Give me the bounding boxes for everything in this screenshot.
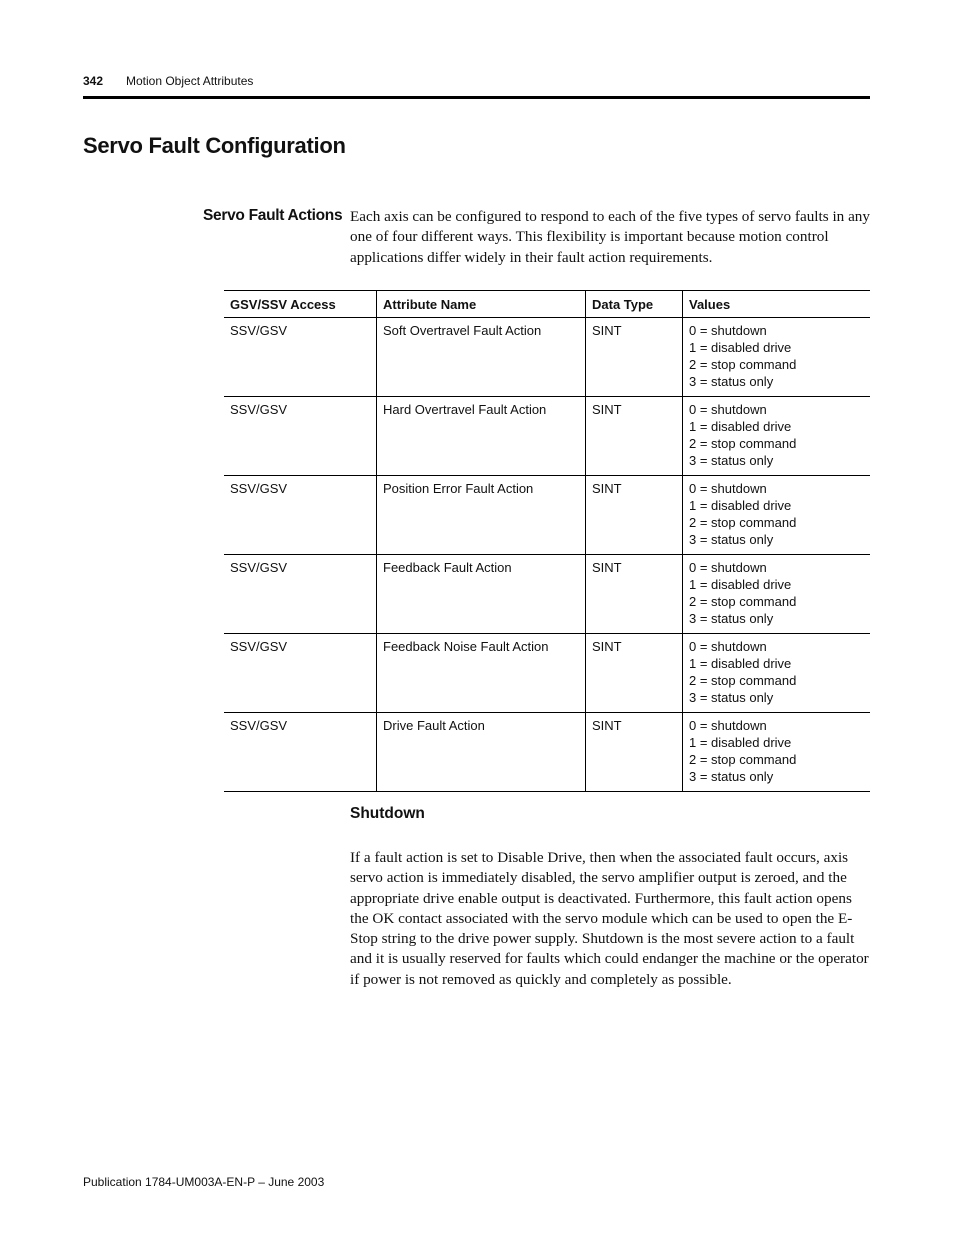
attribute-name-cell: Position Error Fault Action bbox=[377, 476, 586, 555]
attribute-name-cell: Feedback Noise Fault Action bbox=[377, 634, 586, 713]
table-row bbox=[224, 634, 870, 713]
data-type-cell: SINT bbox=[586, 555, 683, 634]
column-header: Values bbox=[683, 291, 871, 318]
section-heading: Servo Fault Actions bbox=[203, 207, 343, 224]
value-line: 1 = disabled drive bbox=[689, 498, 792, 513]
value-line: 2 = stop command bbox=[689, 673, 797, 688]
value-line: 3 = status only bbox=[689, 611, 774, 626]
table-header-row bbox=[224, 291, 870, 318]
attribute-table bbox=[224, 290, 870, 792]
data-type-cell: SINT bbox=[586, 318, 683, 397]
value-line: 2 = stop command bbox=[689, 515, 797, 530]
value-line: 0 = shutdown bbox=[689, 718, 767, 733]
value-line: 0 = shutdown bbox=[689, 481, 767, 496]
value-line: 0 = shutdown bbox=[689, 323, 767, 338]
data-type-cell: SINT bbox=[586, 634, 683, 713]
access-cell: SSV/GSV bbox=[224, 397, 377, 476]
running-header: Motion Object Attributes bbox=[126, 74, 254, 88]
values-cell bbox=[683, 634, 871, 713]
values-cell bbox=[683, 318, 871, 397]
values-cell bbox=[683, 397, 871, 476]
value-line: 3 = status only bbox=[689, 374, 774, 389]
table-row bbox=[224, 555, 870, 634]
access-cell: SSV/GSV bbox=[224, 555, 377, 634]
column-header: Data Type bbox=[586, 291, 683, 318]
value-line: 3 = status only bbox=[689, 453, 774, 468]
intro-paragraph: Each axis can be configured to respond to each of the five types of servo faults in any one of four different ways. This flexibility is important because motion control applications differ widely in their fault action requirements. bbox=[350, 208, 870, 266]
value-line: 1 = disabled drive bbox=[689, 735, 792, 750]
page-number: 342 bbox=[83, 74, 104, 88]
data-type-cell: SINT bbox=[586, 713, 683, 792]
access-cell: SSV/GSV bbox=[224, 476, 377, 555]
value-line: 0 = shutdown bbox=[689, 402, 767, 417]
table-row bbox=[224, 713, 870, 792]
values-cell bbox=[683, 555, 871, 634]
page-title: Servo Fault Configuration bbox=[83, 133, 346, 158]
value-line: 3 = status only bbox=[689, 769, 774, 784]
publication-footer: Publication 1784-UM003A-EN-P – June 2003 bbox=[83, 1175, 325, 1189]
column-header: Attribute Name bbox=[377, 291, 586, 318]
data-type-cell: SINT bbox=[586, 476, 683, 555]
access-cell: SSV/GSV bbox=[224, 713, 377, 792]
value-line: 2 = stop command bbox=[689, 357, 797, 372]
shutdown-paragraph: If a fault action is set to Disable Drive, then when the associated fault occurs, axis servo action is immediately disabled, the servo amplifier output is zeroed, and the appropriate drive enable output is deactivated. Furthermore, this fault action opens the OK contact associated with the servo module which can be used to open the E-Stop string to the drive power supply. Shutdown is the most severe action to a fault and it is usually reserved for faults which could endanger the machine or the operator if power is not removed as quickly and completely as possible. bbox=[350, 849, 869, 988]
data-type-cell: SINT bbox=[586, 397, 683, 476]
column-header: GSV/SSV Access bbox=[224, 291, 377, 318]
table-row bbox=[224, 318, 870, 397]
table-row bbox=[224, 397, 870, 476]
values-cell bbox=[683, 476, 871, 555]
value-line: 1 = disabled drive bbox=[689, 340, 792, 355]
value-line: 2 = stop command bbox=[689, 594, 797, 609]
shutdown-heading: Shutdown bbox=[350, 805, 425, 822]
value-line: 0 = shutdown bbox=[689, 560, 767, 575]
values-cell bbox=[683, 713, 871, 792]
attribute-name-cell: Feedback Fault Action bbox=[377, 555, 586, 634]
value-line: 1 = disabled drive bbox=[689, 419, 792, 434]
value-line: 0 = shutdown bbox=[689, 639, 767, 654]
value-line: 1 = disabled drive bbox=[689, 577, 792, 592]
value-line: 3 = status only bbox=[689, 532, 774, 547]
value-line: 1 = disabled drive bbox=[689, 656, 792, 671]
attribute-name-cell: Soft Overtravel Fault Action bbox=[377, 318, 586, 397]
table-row bbox=[224, 476, 870, 555]
access-cell: SSV/GSV bbox=[224, 634, 377, 713]
value-line: 2 = stop command bbox=[689, 752, 797, 767]
header-rule bbox=[83, 96, 870, 99]
attribute-name-cell: Drive Fault Action bbox=[377, 713, 586, 792]
access-cell: SSV/GSV bbox=[224, 318, 377, 397]
value-line: 3 = status only bbox=[689, 690, 774, 705]
value-line: 2 = stop command bbox=[689, 436, 797, 451]
attribute-name-cell: Hard Overtravel Fault Action bbox=[377, 397, 586, 476]
